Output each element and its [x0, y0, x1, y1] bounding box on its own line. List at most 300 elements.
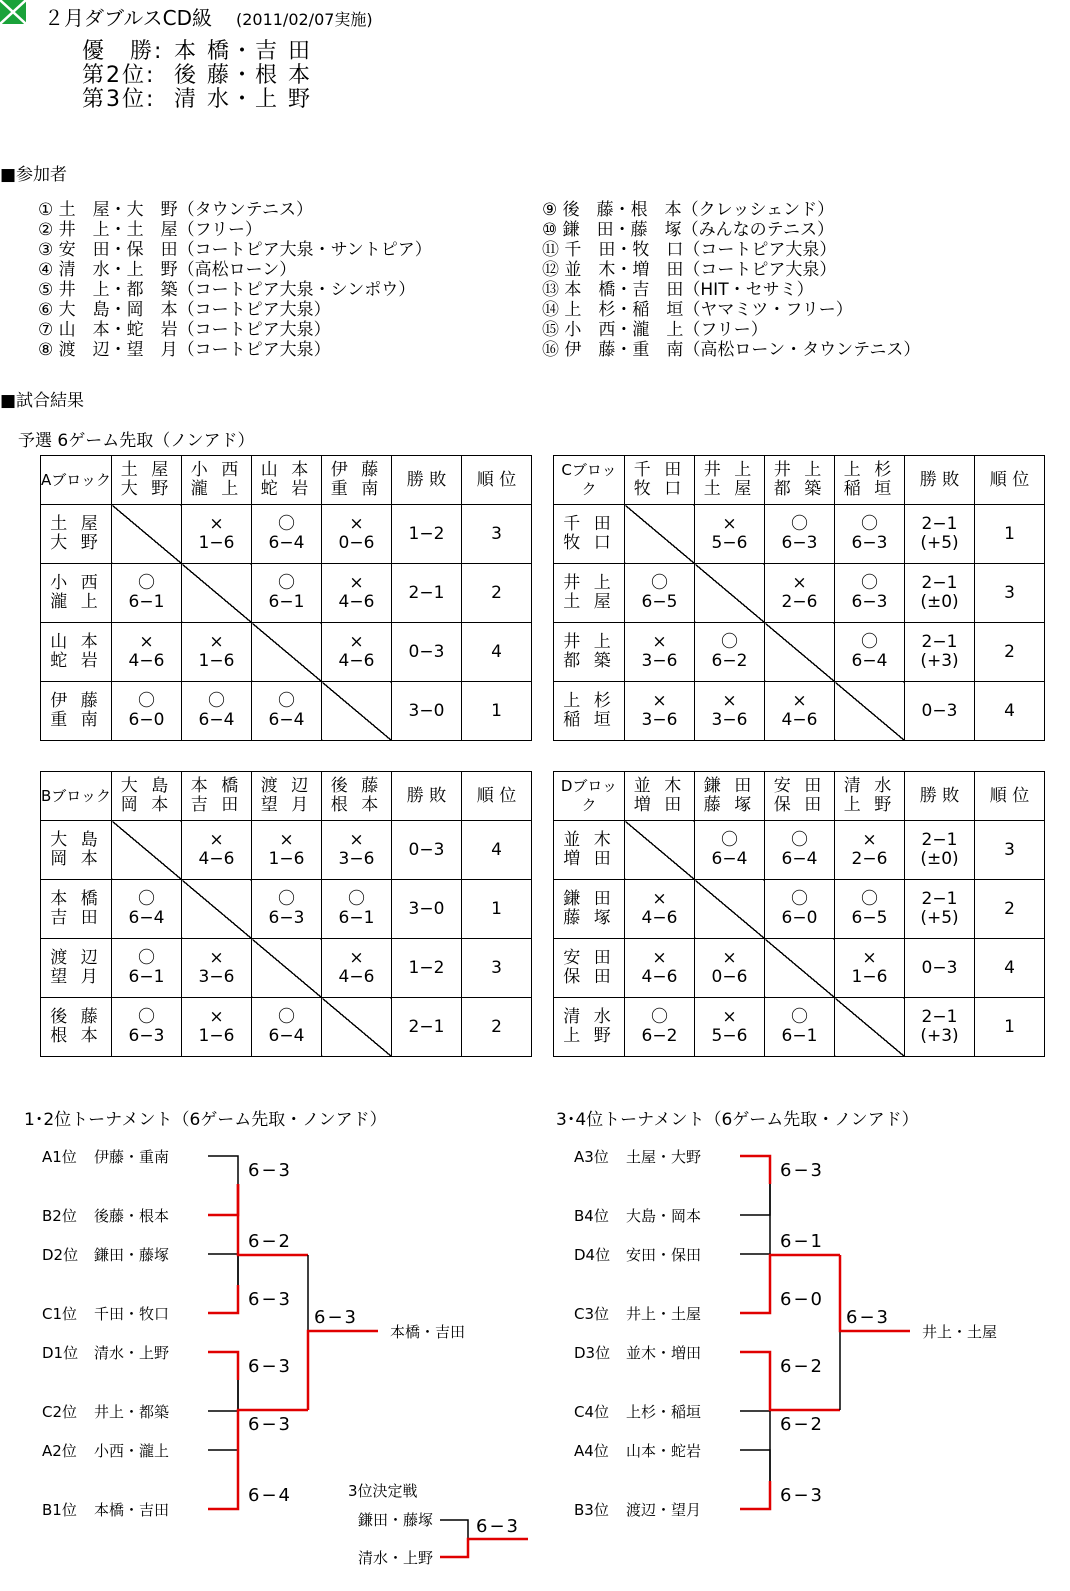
match-score: 6−1	[781, 1026, 818, 1046]
participant-item: ⑩ 鎌 田・藤 塚（みんなのテニス）	[542, 220, 834, 240]
team-member: 吉 田	[190, 795, 243, 815]
record-value: 0−3	[408, 839, 445, 860]
team-member: 大 島	[50, 830, 102, 850]
match-mark: ×	[209, 948, 224, 968]
team-name: 土屋・大野	[626, 1148, 702, 1166]
rank-cell: 1	[975, 505, 1045, 564]
match-mark: 〇	[278, 573, 295, 593]
match-score: 4−6	[198, 849, 235, 869]
team-name: 鎌田・藤塚	[94, 1246, 170, 1264]
team-member: 吉 田	[50, 908, 102, 928]
participant-item: ⑨ 後 藤・根 本（クレッシェンド）	[542, 200, 835, 220]
record-value: 2−1	[921, 514, 958, 534]
rank-header: 順 位	[462, 772, 532, 821]
team-member: 藤 塚	[563, 908, 615, 928]
team-name: 安田・保田	[626, 1246, 702, 1264]
team-member: 安 田	[563, 948, 615, 968]
team-member: 清 水	[563, 1007, 615, 1027]
round1-score: 6−0	[780, 1289, 824, 1310]
team-member: 大 野	[50, 533, 102, 553]
team-member: 後 藤	[330, 776, 383, 796]
team-member: 土 屋	[703, 479, 756, 499]
team-name: 清水・上野	[94, 1344, 170, 1362]
match-mark: 〇	[651, 1007, 668, 1027]
participants-heading: ■参加者	[0, 165, 68, 185]
match-score: 6−2	[711, 651, 748, 671]
team-name: 山本・蛇岩	[626, 1442, 702, 1460]
match-mark: ×	[279, 830, 294, 850]
match-mark: ×	[722, 948, 737, 968]
seed-label: A2位	[42, 1442, 77, 1460]
match-score: 3−6	[338, 849, 375, 869]
third-place-label: 3位決定戦	[348, 1482, 418, 1500]
match-score: 6−4	[268, 533, 305, 553]
rank-cell: 4	[975, 682, 1045, 741]
team-name: 井上・都築	[94, 1403, 170, 1421]
team-member: 鎌 田	[563, 889, 615, 909]
match-mark: 〇	[861, 573, 878, 593]
match-score: 4−6	[338, 651, 375, 671]
seed-label: A1位	[42, 1148, 77, 1166]
match-mark: ×	[722, 691, 737, 711]
match-score: 5−6	[711, 533, 748, 553]
match-mark: 〇	[138, 573, 155, 593]
event-date: (2011/02/07実施)	[235, 10, 373, 29]
third-score: 6−3	[476, 1516, 520, 1537]
match-mark: ×	[862, 830, 877, 850]
record-value: (+5)	[920, 908, 959, 928]
round1-score: 6−3	[248, 1289, 292, 1310]
seed-label: A4位	[574, 1442, 609, 1460]
participant-item: ⑮ 小 西・瀧 上（フリー）	[542, 320, 768, 340]
result-name: 後 藤・根 本	[174, 63, 312, 88]
match-mark: ×	[792, 691, 807, 711]
winner-path	[208, 1285, 238, 1313]
result-label: 第3位:	[82, 87, 156, 112]
winner-path	[208, 1184, 238, 1215]
match-mark: 〇	[278, 889, 295, 909]
match-mark: ×	[862, 948, 877, 968]
team-member: 大 島	[120, 776, 173, 796]
rank-header: 順 位	[975, 772, 1045, 821]
match-score: 6−2	[641, 1026, 678, 1046]
record-value: (+3)	[920, 1026, 959, 1046]
match-score: 4−6	[641, 967, 678, 987]
match-score: 6−4	[711, 849, 748, 869]
match-mark: ×	[722, 514, 737, 534]
participant-item: ⑪ 千 田・牧 口（コートピア大泉）	[542, 240, 837, 260]
match-score: 6−1	[338, 908, 375, 928]
record-header: 勝 敗	[392, 456, 462, 505]
record-value: 2−1	[408, 582, 445, 603]
round1-score: 6−3	[780, 1160, 824, 1181]
team-member: 大 野	[120, 479, 173, 499]
match-mark: ×	[349, 573, 364, 593]
match-mark: ×	[139, 632, 154, 652]
match-score: 6−3	[128, 1026, 165, 1046]
record-value: 0−3	[408, 641, 445, 662]
team-name: 伊藤・重南	[94, 1148, 170, 1166]
team-name: 後藤・根本	[94, 1207, 170, 1225]
winner-path	[740, 1285, 770, 1313]
match-score: 3−6	[198, 967, 235, 987]
round1-score: 6−2	[780, 1356, 824, 1377]
bracket-line	[740, 1156, 770, 1215]
team-member: 山 本	[260, 460, 313, 480]
match-mark: 〇	[791, 514, 808, 534]
record-value: 2−1	[921, 830, 958, 850]
seed-label: D4位	[574, 1246, 611, 1264]
seed-label: A3位	[574, 1148, 609, 1166]
team-member: 蛇 岩	[50, 651, 102, 671]
match-score: 3−6	[641, 651, 678, 671]
winner-path	[238, 1410, 308, 1481]
participant-item: ⑤ 井 上・都 築（コートピア大泉・シンポウ）	[38, 280, 416, 300]
champion-name: 井上・土屋	[922, 1323, 998, 1341]
match-score: 6−5	[851, 908, 888, 928]
match-score: 1−6	[198, 533, 235, 553]
round2-score: 6−2	[780, 1414, 824, 1435]
record-value: 2−1	[921, 573, 958, 593]
match-mark: ×	[652, 889, 667, 909]
match-mark: 〇	[791, 830, 808, 850]
rank-cell: 2	[975, 880, 1045, 939]
record-header: 勝 敗	[905, 456, 975, 505]
record-value: (±0)	[920, 849, 959, 869]
participant-item: ⑦ 山 本・蛇 岩（コートピア大泉）	[38, 320, 331, 340]
participant-item: ① 土 屋・大 野（タウンテニス）	[38, 200, 313, 220]
team-member: 都 築	[563, 651, 615, 671]
match-mark: 〇	[791, 889, 808, 909]
seed-label: D2位	[42, 1246, 79, 1264]
match-mark: ×	[792, 573, 807, 593]
match-score: 4−6	[128, 651, 165, 671]
seed-label: C2位	[42, 1403, 78, 1421]
rank-cell: 2	[975, 623, 1045, 682]
match-mark: ×	[349, 948, 364, 968]
seed-label: C4位	[574, 1403, 610, 1421]
team-member: 本 橋	[190, 776, 243, 796]
record-value: 0−3	[921, 700, 958, 721]
match-score: 4−6	[781, 710, 818, 730]
match-score: 6−3	[781, 533, 818, 553]
bracket-line	[440, 1520, 468, 1557]
team-member: 渡 辺	[260, 776, 313, 796]
match-mark: 〇	[861, 632, 878, 652]
team-member: 上 杉	[563, 691, 615, 711]
record-value: 2−1	[408, 1016, 445, 1037]
third-team: 鎌田・藤塚	[358, 1511, 434, 1529]
team-member: 安 田	[773, 776, 826, 796]
team-member: 井 上	[563, 632, 615, 652]
match-score: 0−6	[338, 533, 375, 553]
match-score: 2−6	[781, 592, 818, 612]
match-score: 6−3	[268, 908, 305, 928]
team-member: 井 上	[563, 573, 615, 593]
final-score: 6−3	[314, 1307, 358, 1328]
team-member: 藤 塚	[703, 795, 756, 815]
team-member: 岡 本	[50, 849, 102, 869]
match-score: 6−4	[851, 651, 888, 671]
team-name: 渡辺・望月	[626, 1501, 702, 1519]
match-score: 5−6	[711, 1026, 748, 1046]
winner-path	[308, 1331, 378, 1410]
participant-item: ④ 清 水・上 野（高松ローン）	[38, 260, 297, 280]
match-score: 6−5	[641, 592, 678, 612]
team-member: 井 上	[773, 460, 826, 480]
match-mark: 〇	[348, 889, 365, 909]
participant-item: ⑧ 渡 辺・望 月（コートピア大泉）	[38, 340, 331, 360]
participant-item: ⑬ 本 橋・吉 田（HIT・セサミ）	[542, 280, 814, 300]
rank-cell: 3	[462, 505, 532, 564]
team-member: 望 月	[50, 967, 102, 987]
team-member: 伊 藤	[330, 460, 383, 480]
team-member: 山 本	[50, 632, 102, 652]
record-value: 3−0	[408, 700, 445, 721]
seed-label: C3位	[574, 1305, 610, 1323]
record-header: 勝 敗	[905, 772, 975, 821]
team-member: 瀧 上	[190, 479, 243, 499]
winner-path	[770, 1380, 840, 1410]
seed-label: B3位	[574, 1501, 609, 1519]
match-score: 6−4	[268, 1026, 305, 1046]
participant-item: ⑥ 大 島・岡 本（コートピア大泉）	[38, 300, 331, 320]
winner-path	[770, 1255, 840, 1285]
match-mark: 〇	[138, 889, 155, 909]
bracket-line	[208, 1352, 238, 1411]
rank-cell: 2	[462, 564, 532, 623]
match-mark: 〇	[651, 573, 668, 593]
seed-label: B2位	[42, 1207, 77, 1225]
result-name: 本 橋・吉 田	[174, 39, 312, 64]
match-score: 6−1	[128, 967, 165, 987]
rank-cell: 1	[462, 682, 532, 741]
winner-path	[740, 1352, 770, 1380]
participant-item: ⑫ 並 木・増 田（コートピア大泉）	[542, 260, 837, 280]
round2-score: 6−3	[248, 1414, 292, 1435]
record-value: 2−1	[921, 1007, 958, 1027]
team-member: 上 杉	[843, 460, 896, 480]
winner-path	[208, 1481, 238, 1509]
match-score: 1−6	[268, 849, 305, 869]
team-member: 千 田	[563, 514, 615, 534]
match-mark: ×	[209, 632, 224, 652]
match-score: 6−4	[268, 710, 305, 730]
team-member: 千 田	[633, 460, 686, 480]
match-score: 6−1	[128, 592, 165, 612]
seed-label: B4位	[574, 1207, 609, 1225]
team-name: 上杉・稲垣	[626, 1403, 702, 1421]
team-member: 保 田	[773, 795, 826, 815]
winner-path	[740, 1481, 770, 1509]
match-mark: 〇	[208, 691, 225, 711]
rank-cell: 3	[462, 939, 532, 998]
winner-path	[740, 1156, 770, 1184]
match-score: 4−6	[641, 908, 678, 928]
rank-cell: 1	[462, 880, 532, 939]
result-label: 優 勝:	[82, 39, 164, 64]
team-member: 増 田	[633, 795, 686, 815]
team-member: 牧 口	[563, 533, 615, 553]
record-value: 1−2	[408, 523, 445, 544]
team-member: 増 田	[563, 849, 615, 869]
match-score: 6−4	[128, 908, 165, 928]
team-member: 土 屋	[120, 460, 173, 480]
match-score: 4−6	[338, 967, 375, 987]
round1-score: 6−3	[780, 1485, 824, 1506]
match-score: 6−3	[851, 592, 888, 612]
rank-cell: 3	[975, 564, 1045, 623]
participant-item: ② 井 上・土 屋（フリー）	[38, 220, 262, 240]
record-value: 2−1	[921, 632, 958, 652]
match-score: 3−6	[641, 710, 678, 730]
participant-item: ⑭ 上 杉・稲 垣（ヤマミツ・フリー）	[542, 300, 853, 320]
final-score: 6−3	[846, 1307, 890, 1328]
team-name: 並木・増田	[626, 1344, 702, 1362]
match-mark: 〇	[861, 889, 878, 909]
champion-name: 本橋・吉田	[390, 1323, 466, 1341]
team-member: 根 本	[330, 795, 383, 815]
bracket-line	[208, 1254, 238, 1313]
match-score: 6−3	[851, 533, 888, 553]
team-member: 稲 垣	[843, 479, 896, 499]
match-mark: 〇	[138, 948, 155, 968]
team-member: 土 屋	[50, 514, 102, 534]
match-mark: ×	[209, 830, 224, 850]
rank-cell: 1	[975, 998, 1045, 1057]
rank-header: 順 位	[462, 456, 532, 505]
record-header: 勝 敗	[392, 772, 462, 821]
round1-score: 6−3	[248, 1160, 292, 1181]
match-mark: ×	[349, 632, 364, 652]
match-mark: 〇	[278, 1007, 295, 1027]
match-score: 2−6	[851, 849, 888, 869]
match-score: 6−0	[128, 710, 165, 730]
rank-cell: 2	[462, 998, 532, 1057]
team-member: 上 野	[843, 795, 896, 815]
team-name: 千田・牧口	[94, 1305, 170, 1323]
winner-path	[238, 1184, 308, 1255]
rank-cell: 4	[975, 939, 1045, 998]
match-mark: 〇	[861, 514, 878, 534]
match-mark: ×	[209, 514, 224, 534]
team-member: 重 南	[50, 710, 102, 730]
team-member: 後 藤	[50, 1007, 102, 1027]
block-label: Aブロック	[41, 456, 112, 505]
third-team: 清水・上野	[358, 1549, 434, 1567]
team-member: 瀧 上	[50, 592, 102, 612]
result-name: 清 水・上 野	[174, 87, 312, 112]
team-member: 上 野	[563, 1026, 615, 1046]
round2-score: 6−1	[780, 1231, 824, 1252]
team-member: 稲 垣	[563, 710, 615, 730]
match-score: 1−6	[851, 967, 888, 987]
team-member: 土 屋	[563, 592, 615, 612]
winner-path	[440, 1539, 528, 1557]
bracket-line	[740, 1450, 770, 1509]
team-member: 小 西	[190, 460, 243, 480]
match-mark: 〇	[721, 632, 738, 652]
team-member: 小 西	[50, 573, 102, 593]
match-mark: ×	[652, 632, 667, 652]
record-value: 3−0	[408, 898, 445, 919]
match-mark: 〇	[278, 514, 295, 534]
record-value: (+3)	[920, 651, 959, 671]
team-member: 都 築	[773, 479, 826, 499]
match-score: 1−6	[198, 651, 235, 671]
team-member: 保 田	[563, 967, 615, 987]
team-member: 清 水	[843, 776, 896, 796]
block-label: Cブロック	[554, 456, 625, 505]
team-name: 本橋・吉田	[94, 1501, 170, 1519]
team-member: 蛇 岩	[260, 479, 313, 499]
round1-score: 6−3	[248, 1356, 292, 1377]
team-member: 岡 本	[120, 795, 173, 815]
match-mark: ×	[349, 830, 364, 850]
match-score: 6−4	[781, 849, 818, 869]
team-member: 井 上	[703, 460, 756, 480]
participant-item: ③ 安 田・保 田（コートピア大泉・サントピア）	[38, 240, 432, 260]
seed-label: D1位	[42, 1344, 79, 1362]
participant-item: ⑯ 伊 藤・重 南（高松ローン・タウンテニス）	[542, 340, 921, 360]
rank-cell: 4	[462, 623, 532, 682]
match-mark: ×	[349, 514, 364, 534]
record-value: 1−2	[408, 957, 445, 978]
match-score: 6−4	[198, 710, 235, 730]
record-value: 0−3	[921, 957, 958, 978]
match-score: 6−1	[268, 592, 305, 612]
match-score: 3−6	[711, 710, 748, 730]
block-label: Dブロック	[554, 772, 625, 821]
bracket-line	[208, 1450, 238, 1509]
rank-cell: 3	[975, 821, 1045, 880]
bracket-line	[208, 1156, 238, 1215]
rank-cell: 4	[462, 821, 532, 880]
bracket-line	[740, 1352, 770, 1411]
match-mark: 〇	[138, 691, 155, 711]
match-mark: ×	[209, 1007, 224, 1027]
record-value: (+5)	[920, 533, 959, 553]
team-name: 井上・土屋	[626, 1305, 702, 1323]
round2-score: 6−2	[248, 1231, 292, 1252]
team-member: 根 本	[50, 1026, 102, 1046]
team-member: 本 橋	[50, 889, 102, 909]
block-label: Bブロック	[41, 772, 112, 821]
round1-score: 6−4	[248, 1485, 292, 1506]
t12-heading: 1･2位トーナメント（6ゲーム先取・ノンアド）	[24, 1110, 387, 1130]
match-score: 4−6	[338, 592, 375, 612]
match-mark: 〇	[721, 830, 738, 850]
match-mark: 〇	[138, 1007, 155, 1027]
result-label: 第2位:	[82, 63, 156, 88]
team-member: 鎌 田	[703, 776, 756, 796]
results-heading: ■試合結果	[0, 391, 85, 411]
match-mark: ×	[722, 1007, 737, 1027]
record-value: 2−1	[921, 889, 958, 909]
team-member: 並 木	[633, 776, 686, 796]
team-name: 小西・瀧上	[94, 1442, 170, 1460]
match-score: 6−0	[781, 908, 818, 928]
team-name: 大島・岡本	[626, 1207, 702, 1225]
record-value: (±0)	[920, 592, 959, 612]
prelim-heading: 予選 6ゲーム先取（ノンアド）	[18, 431, 255, 451]
winner-path	[840, 1255, 910, 1331]
match-mark: ×	[652, 691, 667, 711]
bracket-line	[740, 1254, 770, 1313]
match-score: 0−6	[711, 967, 748, 987]
t34-heading: 3･4位トーナメント（6ゲーム先取・ノンアド）	[556, 1110, 919, 1130]
winner-path	[208, 1352, 238, 1380]
